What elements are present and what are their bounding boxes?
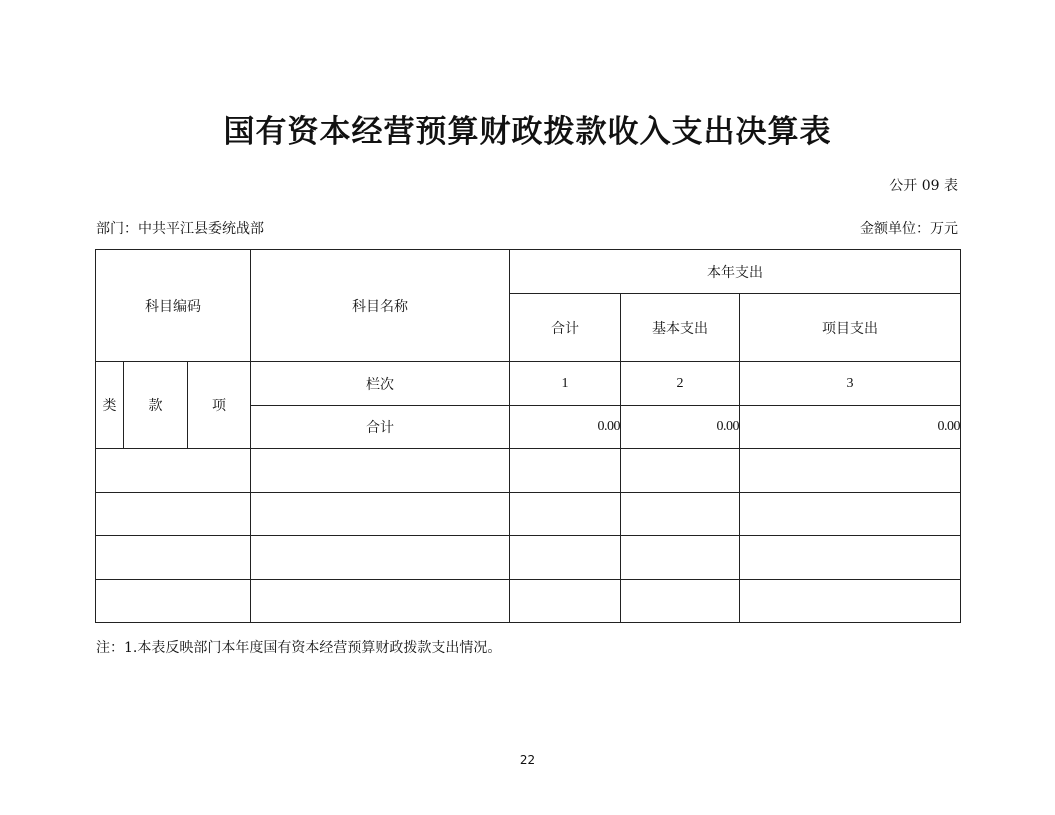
column-index-3: 3 — [740, 362, 961, 406]
table-cell — [251, 580, 510, 623]
table-row — [96, 536, 961, 580]
table-cell — [621, 493, 740, 536]
header-basic-expense: 基本支出 — [621, 294, 740, 362]
header-project-expense: 项目支出 — [740, 294, 961, 362]
table-cell — [621, 536, 740, 580]
total-row-project: 0.00 — [740, 406, 961, 449]
table-cell — [96, 580, 251, 623]
table-cell — [251, 449, 510, 493]
table-cell — [251, 536, 510, 580]
page-title: 国有资本经营预算财政拨款收入支出决算表 — [223, 114, 832, 150]
form-code: 公开 09 表 — [889, 178, 958, 194]
table-row — [96, 580, 961, 623]
table-cell — [510, 493, 621, 536]
table-row — [96, 449, 961, 493]
header-subject-code: 科目编码 — [96, 250, 251, 362]
column-index-row — [96, 362, 961, 406]
header-current-year-expense: 本年支出 — [510, 250, 961, 294]
header-class: 类 — [96, 362, 124, 449]
page-number: 22 — [519, 753, 536, 767]
footnote: 注：1.本表反映部门本年度国有资本经营预算财政拨款支出情况。 — [96, 640, 502, 656]
total-row-label: 合计 — [251, 406, 510, 449]
column-index-2: 2 — [621, 362, 740, 406]
header-row-1 — [96, 250, 961, 294]
table-cell — [740, 449, 961, 493]
table-cell — [621, 580, 740, 623]
table-cell — [96, 536, 251, 580]
column-index-1: 1 — [510, 362, 621, 406]
column-label: 栏次 — [251, 362, 510, 406]
table-cell — [96, 449, 251, 493]
table-cell — [510, 449, 621, 493]
header-section: 款 — [124, 362, 188, 449]
header-subject-name: 科目名称 — [251, 250, 510, 362]
table-cell — [96, 493, 251, 536]
header-item: 项 — [188, 362, 251, 449]
department-label: 部门：中共平江县委统战部 — [96, 221, 264, 237]
table-cell — [510, 580, 621, 623]
table-cell — [251, 493, 510, 536]
amount-unit-label: 金额单位：万元 — [860, 221, 958, 237]
header-total: 合计 — [510, 294, 621, 362]
table-cell — [740, 580, 961, 623]
table-cell — [621, 449, 740, 493]
table-cell — [740, 493, 961, 536]
table-row — [96, 493, 961, 536]
expense-table — [95, 249, 961, 623]
total-row-total: 0.00 — [510, 406, 621, 449]
table-cell — [740, 536, 961, 580]
total-row-basic: 0.00 — [621, 406, 740, 449]
table-cell — [510, 536, 621, 580]
